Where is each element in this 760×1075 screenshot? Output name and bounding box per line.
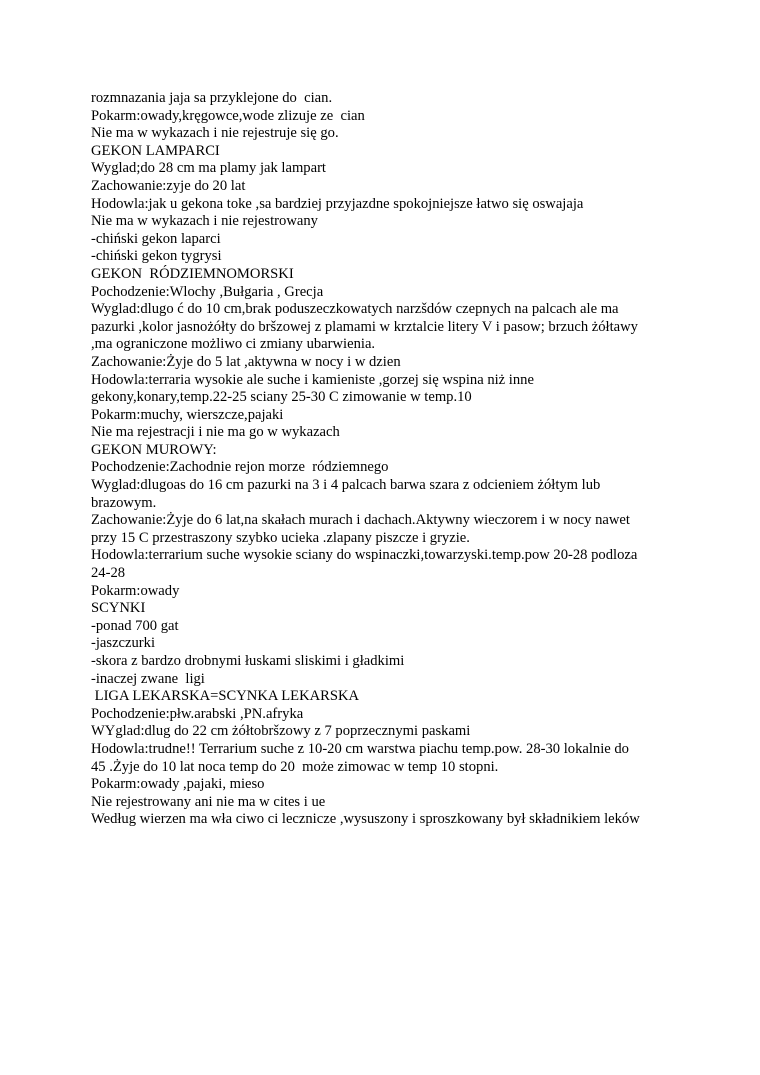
document-text-line: -skora z bardzo drobnymi łuskami sliskimi i gładkimi [91,653,405,669]
document-text-line: Hodowla:trudne!! Terrarium suche z 10-20 cm warstwa piachu temp.pow. 28-30 lokalnie do [91,740,629,757]
document-text-line: GEKON LAMPARCI [91,142,220,159]
document-text-line: Pochodzenie:Wlochy ,Bułgaria , Grecja [91,283,324,300]
document-text-line: Pokarm:owady,kręgowce,wode zlizuje ze cian [91,107,365,124]
document-text-line: Hodowla:terrarium suche wysokie sciany do wspinaczki,towarzyski.temp.pow 20-28 podloza [91,547,638,564]
document-text-line: GEKON MUROWY: [91,441,217,458]
document-text-line: brazowym. [91,494,157,511]
document-text-line: Wyglad:dlugoas do 16 cm pazurki na 3 i 4 palcach barwa szara z odcieniem żółtym lub [91,477,601,494]
document-text-line: przy 15 C przestraszony szybko ucieka .zlapany piszcze i gryzie. [91,529,470,546]
document-text-line: -ponad 700 gat [91,617,179,634]
document-text-line: GEKON RÓDZIEMNOMORSKI [91,265,294,282]
document-text-line: Nie ma w wykazach i nie rejestruje się go. [91,125,339,142]
document-text-line: ,ma ograniczone możliwo ci zmiany ubarwienia. [91,336,376,353]
document-text-line: Hodowla:jak u gekona toke ,sa bardziej przyjazdne spokojniejsze łatwo się oswajaja [91,195,584,212]
document-text-line: Pokarm:muchy, wierszcze,pajaki [91,406,284,423]
document-text-line: SCYNKI [91,600,146,617]
document-text-line: Według wierzen ma wła ciwo ci lecznicze ,wysuszony i sproszkowany był składnikiem leków [91,811,640,828]
document-text-line: -jaszczurki [91,635,156,652]
document-text-line: Nie ma rejestracji i nie ma go w wykazach [91,424,340,441]
document-text-line: LIGA LEKARSKA=SCYNKA LEKARSKA [91,688,360,705]
document-text-line: Pochodzenie:Zachodnie rejon morze ródziemnego [91,459,389,476]
document-text-line: 45 .Żyje do 10 lat noca temp do 20 może zimowac w temp 10 stopni. [91,758,499,775]
document-text-line: Zachowanie:Żyje do 5 lat ,aktywna w nocy i w dzien [91,353,401,370]
document-text-line: Pokarm:owady ,pajaki, mieso [91,776,265,793]
document-text-line: Pokarm:owady [91,582,180,599]
document-text-line: -inaczej zwane ligi [91,670,205,687]
document-text-line: Nie ma w wykazach i nie rejestrowany [91,213,318,230]
document-text-line: Zachowanie:Żyje do 6 lat,na skałach murach i dachach.Aktywny wieczorem i w nocy nawet [91,512,630,529]
document-text-line: Zachowanie:zyje do 20 lat [91,177,246,194]
document-text-line: pazurki ,kolor jasnożółty do bršzowej z plamami w krztalcie litery V i pasow; brzuch żółtawy [91,318,638,335]
document-text-line: Nie rejestrowany ani nie ma w cites i ue [91,793,326,810]
document-text-line: -chiński gekon laparci [91,230,221,247]
document-text-line: Pochodzenie:płw.arabski ,PN.afryka [91,705,304,722]
document-text-line: WYglad:dlug do 22 cm żółtobršzowy z 7 poprzecznymi paskami [91,723,471,740]
document-text-line: -chiński gekon tygrysi [91,248,222,265]
document-text-line: 24-28 [91,565,126,582]
document-text-line: Hodowla:terraria wysokie ale suche i kamieniste ,gorzej się wspina niż inne [91,371,534,388]
document-text-line: Wyglad;do 28 cm ma plamy jak lampart [91,160,326,177]
document-text-line: Wyglad:dlugo ć do 10 cm,brak poduszeczkowatych narzšdów czepnych na palcach ale ma [91,301,619,318]
document-body [91,90,731,829]
document-text-line: rozmnazania jaja sa przyklejone do cian. [91,90,333,106]
document-text-line: gekony,konary,temp.22-25 sciany 25-30 C zimowanie w temp.10 [91,389,472,406]
